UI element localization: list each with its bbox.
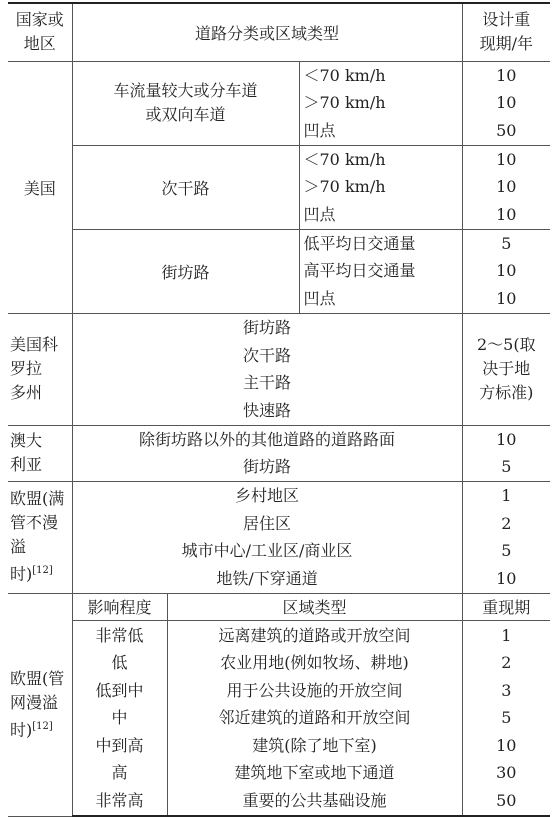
design-return-period-table bbox=[8, 2, 550, 817]
table-row bbox=[8, 620, 550, 816]
country-usa: 美国 bbox=[8, 61, 72, 313]
header-category: 道路分类或区域类型 bbox=[72, 3, 462, 61]
country-australia: 澳大 利亚 bbox=[8, 425, 72, 481]
road-class-list: 除街坊路以外的其他道路的道路路面 街坊路 bbox=[72, 425, 462, 481]
value-list: 1 2 3 5 10 30 50 bbox=[462, 620, 550, 816]
table-row bbox=[8, 145, 550, 229]
value-list: 5 10 10 bbox=[462, 229, 550, 313]
header-row bbox=[8, 3, 550, 61]
road-class-label: 街坊路 bbox=[72, 229, 299, 313]
country-eu-full: 欧盟(满 管不漫 溢 时)[12] bbox=[8, 481, 72, 593]
value-list: 1 2 5 10 bbox=[462, 481, 550, 593]
zone-list: 远离建筑的道路或开放空间 农业用地(例如牧场、耕地) 用于公共设施的开放空间 邻近建筑的道路和开放空间 建筑(除了地下室) 建筑地下室或地下通道 重要的公共基础设施 bbox=[167, 620, 462, 816]
header-period: 设计重 现期/年 bbox=[462, 3, 550, 61]
condition-list: 低平均日交通量 高平均日交通量 凹点 bbox=[299, 229, 462, 313]
table-row bbox=[8, 313, 550, 425]
value-list: 10 10 50 bbox=[462, 61, 550, 145]
header-country: 国家或 地区 bbox=[8, 3, 72, 61]
table-row bbox=[8, 425, 550, 481]
road-class-label: 次干路 bbox=[72, 145, 299, 229]
period-header: 重现期 bbox=[462, 593, 550, 620]
value-cell: 2～5(取 决于地 方标准) bbox=[462, 313, 550, 425]
table-row bbox=[8, 61, 550, 145]
road-class-label: 车流量较大或分车道 或双向车道 bbox=[72, 61, 299, 145]
value-list: 10 10 10 bbox=[462, 145, 550, 229]
country-colorado: 美国科 罗拉 多州 bbox=[8, 313, 72, 425]
zone-header: 区域类型 bbox=[167, 593, 462, 620]
impact-list: 非常低 低 低到中 中 中到高 高 非常高 bbox=[72, 620, 167, 816]
condition-list: ＜70 km/h ＞70 km/h 凹点 bbox=[299, 145, 462, 229]
table-row bbox=[8, 593, 550, 620]
impact-header: 影响程度 bbox=[72, 593, 167, 620]
table-row bbox=[8, 481, 550, 593]
value-list: 10 5 bbox=[462, 425, 550, 481]
country-eu-overflow: 欧盟(管 网漫溢 时)[12] bbox=[8, 593, 72, 816]
road-class-list: 街坊路 次干路 主干路 快速路 bbox=[72, 313, 462, 425]
table-row bbox=[8, 229, 550, 313]
area-type-list: 乡村地区 居住区 城市中心/工业区/商业区 地铁/下穿通道 bbox=[72, 481, 462, 593]
condition-list: ＜70 km/h ＞70 km/h 凹点 bbox=[299, 61, 462, 145]
